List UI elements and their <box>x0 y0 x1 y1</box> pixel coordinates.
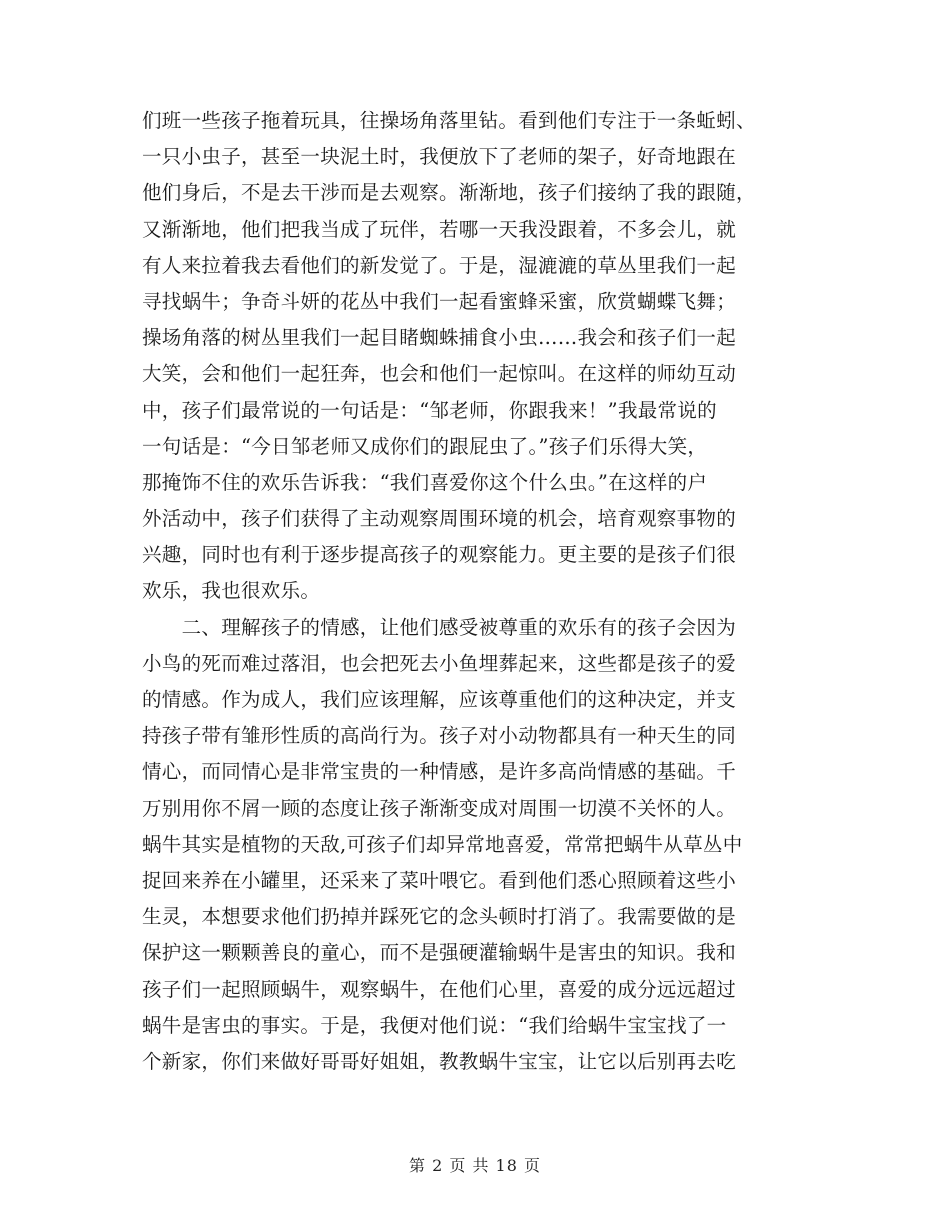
text-line: 持孩子带有雏形性质的高尚行为。孩子对小动物都具有一种天生的同 <box>142 724 737 748</box>
text-line: 外活动中，孩子们获得了主动观察周围环境的机会，培育观察事物的 <box>142 507 737 531</box>
text-line: 寻找蜗牛；争奇斗妍的花丛中我们一起看蜜蜂采蜜，欣赏蝴蝶飞舞； <box>142 289 737 313</box>
text-line: 大笑，会和他们一起狂奔，也会和他们一起惊叫。在这样的师幼互动 <box>142 362 737 386</box>
text-line: 的情感。作为成人，我们应该理解，应该尊重他们的这种决定，并支 <box>142 688 737 711</box>
text-line: 蜗牛其实是植物的天敌,可孩子们却异常地喜爱，常常把蜗牛从草丛中 <box>142 832 743 856</box>
text-line: 一句话是：“今日邹老师又成你们的跟屁虫了。”孩子们乐得大笑， <box>142 434 708 458</box>
text-line: 情心，而同情心是非常宝贵的一种情感，是许多高尚情感的基础。千 <box>142 760 737 784</box>
text-line: 那掩饰不住的欢乐告诉我：“我们喜爱你这个什么虫。”在这样的户 <box>142 470 708 494</box>
page-footer: 第 2 页 共 18 页 <box>409 1156 541 1175</box>
text-line: 孩子们一起照顾蜗牛，观察蜗牛，在他们心里，喜爱的成分远远超过 <box>142 977 737 1001</box>
text-line: 小鸟的死而难过落泪，也会把死去小鱼埋葬起来，这些都是孩子的爱 <box>142 651 737 675</box>
text-line: 又渐渐地，他们把我当成了玩伴，若哪一天我没跟着，不多会儿，就 <box>142 217 737 241</box>
text-line: 欢乐，我也很欢乐。 <box>142 579 321 603</box>
text-line: 操场角落的树丛里我们一起目睹蜘蛛捕食小虫……我会和孩子们一起 <box>142 326 737 350</box>
text-line: 生灵，本想要求他们扔掉并踩死它的念头顿时打消了。我需要做的是 <box>142 905 737 929</box>
text-line: 们班一些孩子拖着玩具，往操场角落里钻。看到他们专注于一条蚯蚓、 <box>142 109 756 132</box>
text-line: 有人来拉着我去看他们的新发觉了。于是，湿漉漉的草丛里我们一起 <box>142 253 737 277</box>
text-line: 个新家，你们来做好哥哥好姐姐，教教蜗牛宝宝，让它以后别再去吃 <box>142 1049 737 1073</box>
text-line: 一只小虫子，甚至一块泥土时，我便放下了老师的架子，好奇地跟在 <box>142 145 737 169</box>
text-line: 万别用你不屑一顾的态度让孩子渐渐变成对周围一切漠不关怀的人。 <box>142 796 737 820</box>
text-line: 兴趣，同时也有利于逐步提高孩子的观察能力。更主要的是孩子们很 <box>142 543 737 567</box>
text-line: 保护这一颗颗善良的童心，而不是强硬灌输蜗牛是害虫的知识。我和 <box>142 941 737 965</box>
text-line: 捉回来养在小罐里，还采来了菜叶喂它。看到他们悉心照顾着这些小 <box>142 868 737 892</box>
text-line: 中，孩子们最常说的一句话是：“邹老师，你跟我来！”我最常说的 <box>142 398 717 422</box>
text-line: 蜗牛是害虫的事实。于是，我便对他们说：“我们给蜗牛宝宝找了一 <box>142 1013 727 1037</box>
text-line: 他们身后，不是去干涉而是去观察。渐渐地，孩子们接纳了我的跟随， <box>142 181 756 205</box>
text-line: 二、理解孩子的情感，让他们感受被尊重的欢乐有的孩子会因为 <box>142 615 737 639</box>
body-text <box>142 103 802 1080</box>
